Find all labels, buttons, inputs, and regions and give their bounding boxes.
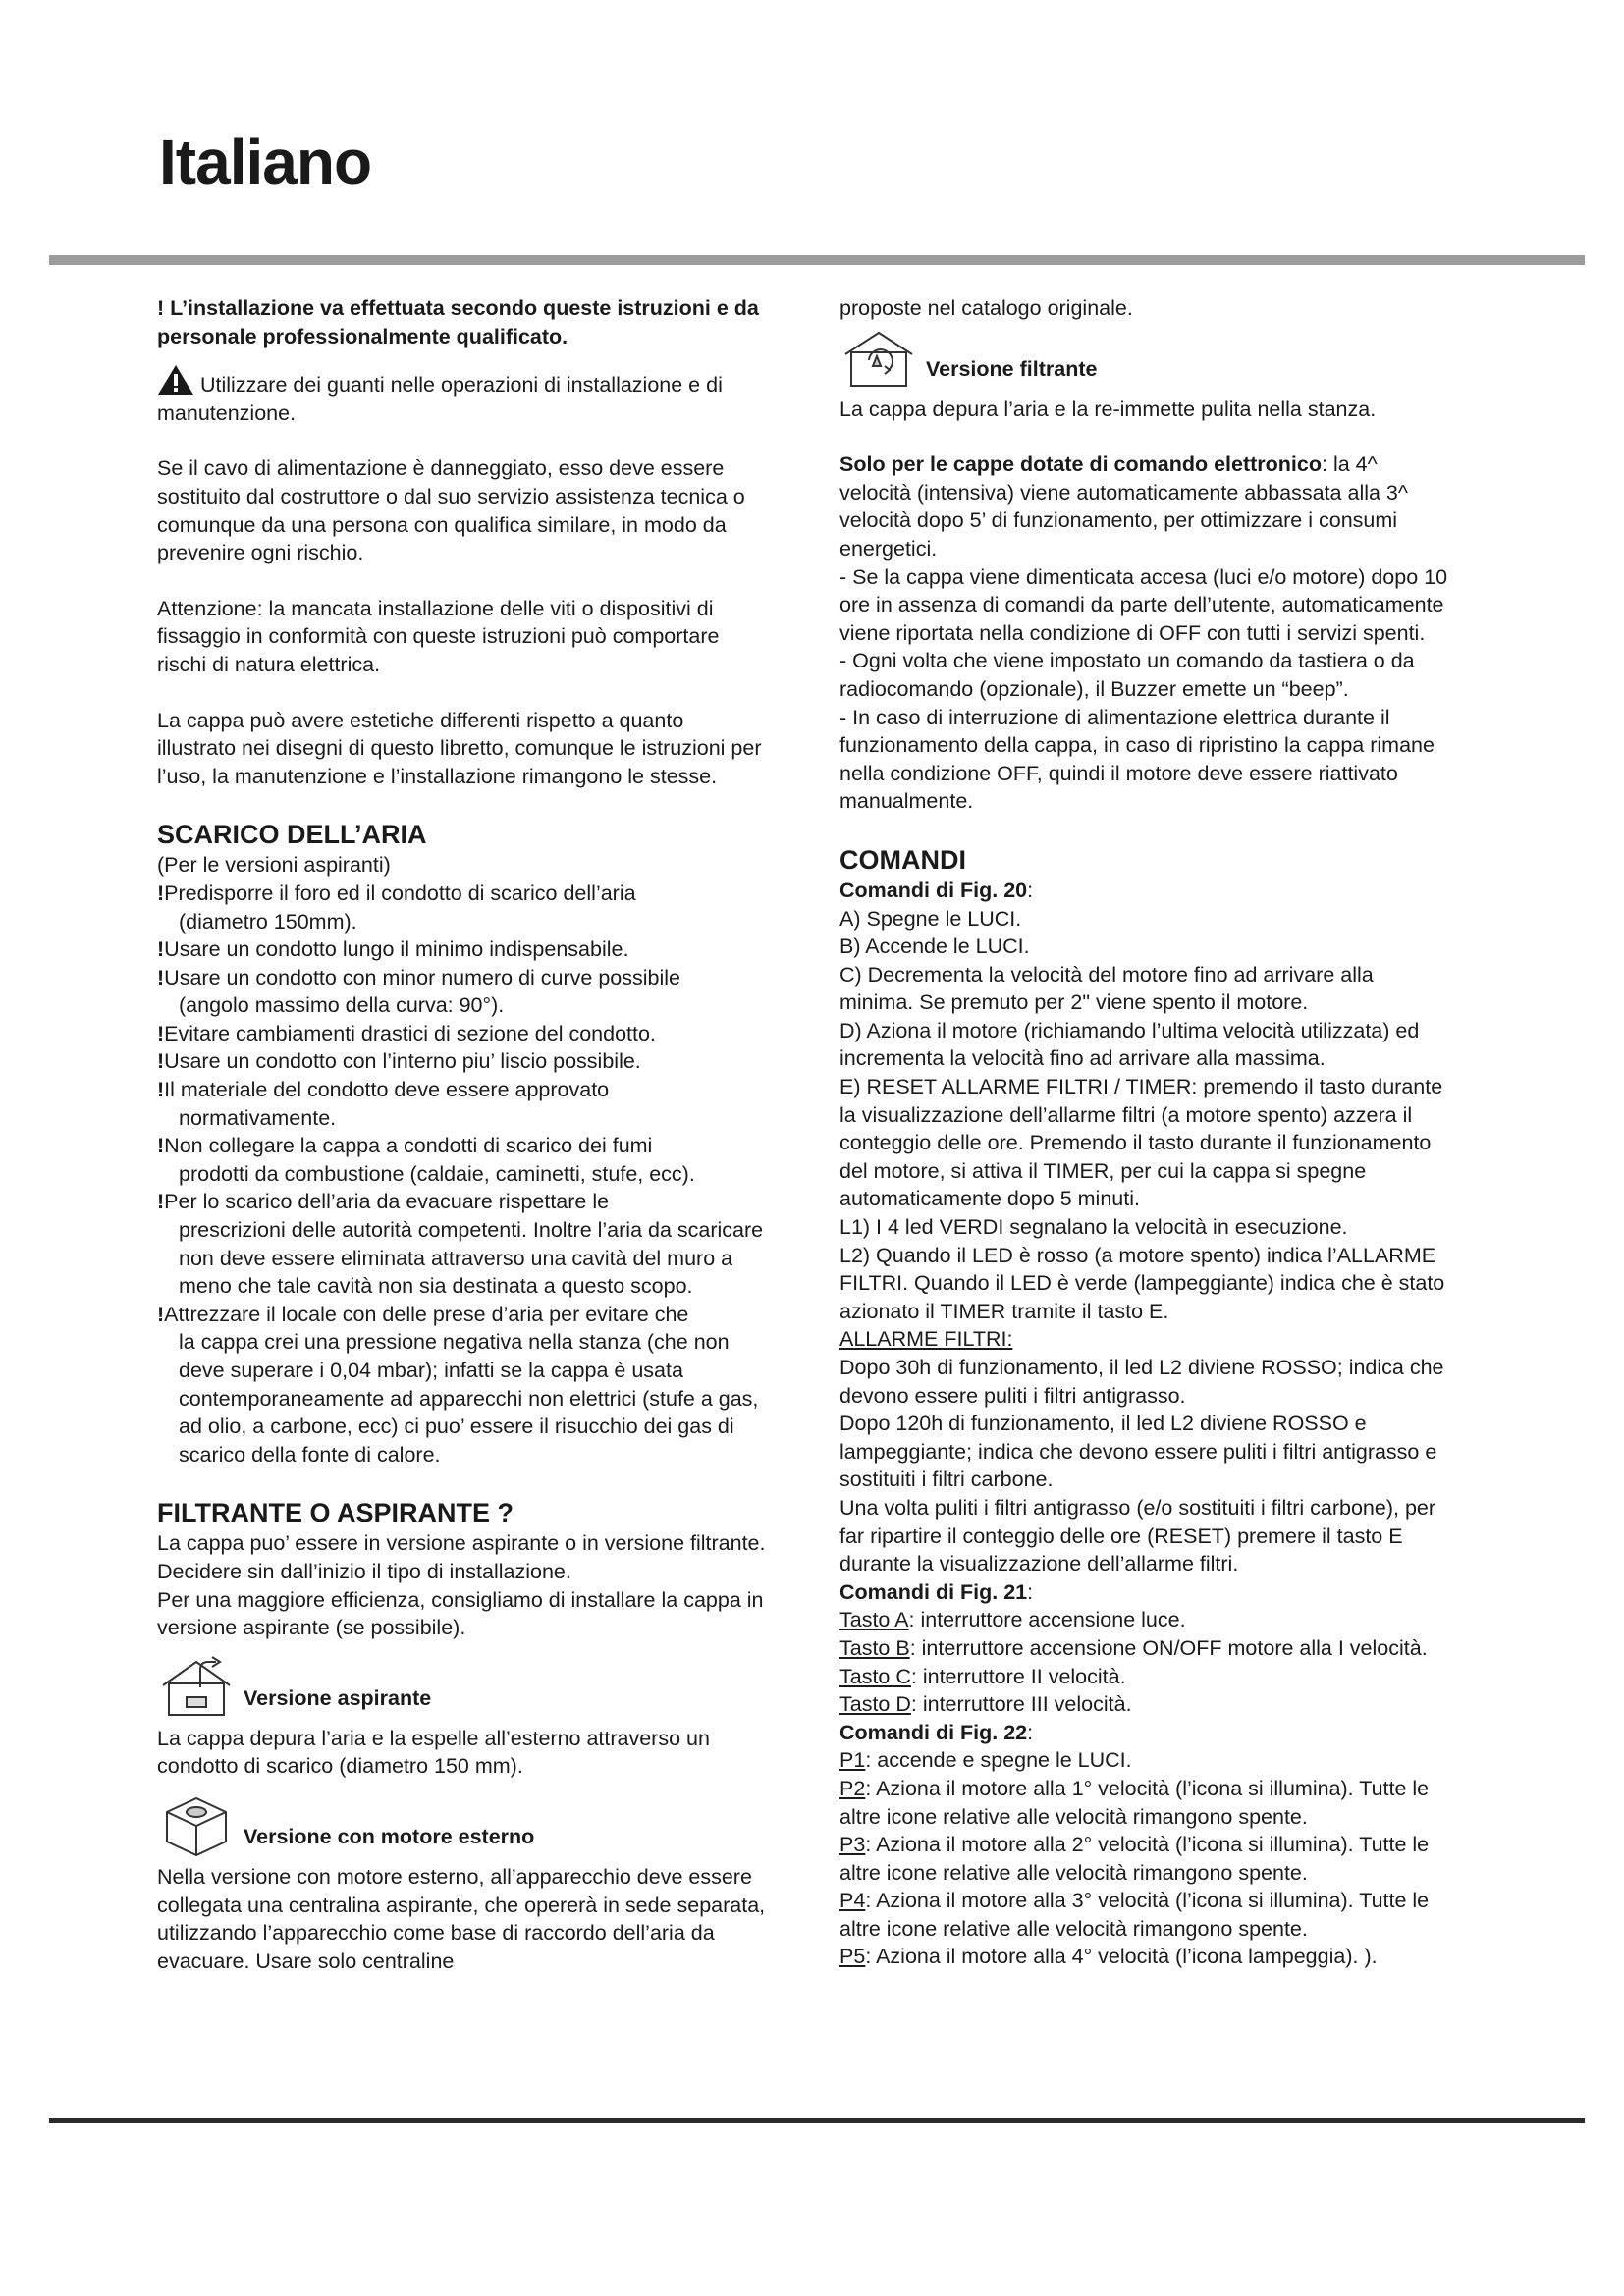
aspirante-text: La cappa depura l’aria e la espelle all’esterno attraverso un condotto di scarico (diametro 150 mm). [157, 1726, 710, 1779]
motore-text: Nella versione con motore esterno, all’apparecchio deve essere collegata una centralina aspirante, che opererà in sede separata, utilizzando l’apparecchio come base di raccordo dell’aria da evacuare. Usare solo centraline [157, 1864, 766, 1973]
exclamation-icon: ! [157, 965, 165, 989]
allarme-list-item: Dopo 30h di funzionamento, il led L2 diviene ROSSO; indica che devono essere puliti i filtri antigrasso. [839, 1356, 1444, 1408]
fig22-list-item [839, 1943, 1448, 1971]
control-description: : Aziona il motore alla 2° velocità (l’icona si illumina). Tutte le altre icone relative alle velocità rimangono spente. [839, 1833, 1430, 1885]
filtrante-label: Versione filtrante [926, 357, 1098, 381]
scarico-item-text: Il materiale del condotto deve essere approvato normativamente. [164, 1078, 610, 1130]
control-key: P3 [839, 1833, 866, 1857]
right-column [839, 294, 1448, 1971]
motore-header [157, 1792, 766, 1857]
allarme-list-item: Una volta puliti i filtri antigrasso (e/o sostituiti i filtri carbone), per far ripartire il conteggio delle ore (RESET) premere il tasto E durante la visualizzazione dell’allarme filtri. [839, 1495, 1436, 1576]
interruzione-note: - In caso di interruzione di alimentazione elettrica durante il funzionamento della cappa, in caso di ripristino la cappa rimane nella condizione OFF, quindi il motore deve essere riattivato manualmente. [839, 705, 1435, 814]
allarme-list-item: Dopo 120h di funzionamento, il led L2 diviene ROSSO e lampeggiante; indica che devono essere puliti i filtri antigrasso e sostituiti i filtri carbone. [839, 1412, 1437, 1492]
external-motor-icon [157, 1792, 236, 1857]
scarico-list-item [157, 935, 766, 964]
scarico-item-continuation: (diametro 150mm). [179, 909, 357, 934]
beep-note: - Ogni volta che viene impostato un comando da tastiera o da radiocomando (opzionale), il Buzzer emette un “beep”. [839, 649, 1415, 701]
fig20-list-item: E) RESET ALLARME FILTRI / TIMER: premendo il tasto durante la visualizzazione dell’allarme filtri (a motore spento) azzera il conteggio delle ore. Premendo il tasto durante il funzionamento del motore, si attiva il TIMER, per cui la cappa si spegne automaticamente dopo 5 minuti. [839, 1075, 1443, 1211]
fig22-list-item [839, 1887, 1448, 1943]
aspirante-label: Versione aspirante [244, 1686, 432, 1711]
scarico-item-continuation: la cappa crei una pressione negativa nella stanza (che non deve superare i 0,04 mbar); infatti se la cappa è usata contemporaneamente ad apparecchi non elettrici (stufe a gas, ad olio, a carbone, ecc) ci puo’ essere il risucchio dei gas di scarico della fonte di calore. [179, 1330, 759, 1467]
exclamation-icon: ! [157, 1190, 165, 1214]
page-title: Italiano [159, 127, 372, 197]
electrical-warning: Attenzione: la mancata installazione delle viti o dispositivi di fissaggio in conformità con queste istruzioni può comportare rischi di natura elettrica. [157, 596, 720, 676]
scarico-item-text: Non collegare la cappa a condotti di scarico dei fumi [164, 1134, 653, 1158]
control-description: : interruttore accensione ON/OFF motore alla I velocità. [909, 1635, 1428, 1660]
scarico-item-text: Evitare cambiamenti drastici di sezione del condotto. [164, 1021, 656, 1045]
fig20-list-item: B) Accende le LUCI. [839, 934, 1030, 959]
comandi-heading: COMANDI [839, 844, 966, 875]
left-column [157, 294, 766, 1975]
scarico-list-item [157, 1047, 766, 1076]
gloves-note: Utilizzare dei guanti nelle operazioni di installazione e di manutenzione. [157, 364, 766, 427]
cable-note: Se il cavo di alimentazione è danneggiato, esso deve essere sostituito dal costruttore o dal suo servizio assistenza tecnica o comunque da una persona con qualifica similare, in modo da prevenire ogni rischio. [157, 456, 745, 565]
motore-label: Versione con motore esterno [244, 1825, 535, 1849]
control-key: Tasto B [839, 1635, 910, 1660]
fig21-list-item [839, 1663, 1448, 1691]
control-key: P2 [839, 1776, 866, 1800]
exclamation-icon: ! [157, 1078, 165, 1102]
filtrante-header [839, 327, 1448, 390]
scarico-list-item [157, 1132, 766, 1188]
control-description: : interruttore accensione luce. [908, 1608, 1186, 1632]
recirculating-house-icon [839, 327, 918, 390]
fig21-list-item [839, 1634, 1448, 1663]
control-key: Tasto A [839, 1608, 909, 1632]
fig21-list-item [839, 1606, 1448, 1634]
scarico-item-continuation: prescrizioni delle autorità competenti. Inoltre l’aria da scaricare non deve essere eliminata attraverso una cavità del muro a meno che tale cavità non sia destinata a questo scopo. [179, 1218, 764, 1299]
scarico-list-item [157, 1301, 766, 1469]
scarico-heading: SCARICO DELL’ARIA [157, 820, 427, 850]
scarico-list-item [157, 1188, 766, 1300]
control-key: Tasto D [839, 1692, 911, 1717]
fig21-list-item [839, 1690, 1448, 1719]
filtrante-paragraph-1: La cappa puo’ essere in versione aspirante o in versione filtrante. [157, 1531, 766, 1556]
fig20-list-item: C) Decrementa la velocità del motore fino ad arrivare alla minima. Se premuto per 2" viene spento il motore. [839, 962, 1374, 1015]
dimenticata-note: - Se la cappa viene dimenticata accesa (luci e/o motore) dopo 10 ore in assenza di comandi da parte dell’utente, automaticamente viene riportata nella condizione di OFF con tutti i servizi spenti. [839, 564, 1448, 645]
control-key: Tasto C [839, 1664, 911, 1688]
scarico-item-text: Predisporre il foro ed il condotto di scarico dell’aria [164, 881, 636, 905]
control-key: P1 [839, 1748, 866, 1773]
bottom-divider [49, 2118, 1585, 2123]
electronic-control-note: Solo per le cappe dotate di comando elettronico: la 4^ velocità (intensiva) viene automaticamente abbassata alla 3^ velocità dopo 5’ di funzionamento, per ottimizzare i consumi energetici. [839, 453, 1408, 561]
fig22-list-item [839, 1746, 1448, 1775]
control-key: P4 [839, 1889, 866, 1913]
exclamation-icon: ! [157, 1049, 165, 1074]
scarico-list [157, 880, 766, 1468]
fig20-list [839, 905, 1448, 1326]
control-description: : Aziona il motore alla 4° velocità (l’icona lampeggia). ). [865, 1945, 1378, 1969]
fig22-list [839, 1746, 1448, 1971]
fig20-list-item: L1) I 4 led VERDI segnalano la velocità in esecuzione. [839, 1215, 1348, 1240]
allarme-list [839, 1354, 1448, 1578]
exclamation-icon: ! [157, 1302, 165, 1326]
ducted-house-icon [157, 1654, 236, 1719]
scarico-item-text: Attrezzare il locale con delle prese d’aria per evitare che [164, 1302, 689, 1326]
exclamation-icon: ! [157, 881, 165, 905]
scarico-item-text: Usare un condotto lungo il minimo indispensabile. [164, 937, 629, 962]
scarico-item-text: Usare un condotto con l’interno piu’ liscio possibile. [164, 1049, 641, 1074]
exclamation-icon: ! [157, 1021, 165, 1045]
aesthetics-note: La cappa può avere estetiche differenti rispetto a quanto illustrato nei disegni di questo libretto, comunque le istruzioni per l’uso, la manutenzione e l’installazione rimangono le stesse. [157, 708, 762, 788]
fig21-label: Comandi di Fig. 21: [839, 1579, 1034, 1604]
fig22-list-item [839, 1831, 1448, 1887]
fig21-list [839, 1606, 1448, 1718]
scarico-list-item [157, 1020, 766, 1048]
scarico-item-continuation: prodotti da combustione (caldaie, caminetti, stufe, ecc). [179, 1161, 695, 1186]
control-description: : Aziona il motore alla 3° velocità (l’icona si illumina). Tutte le altre icone relative alle velocità rimangono spente. [839, 1889, 1430, 1941]
intro-warning: ! L’installazione va effettuata secondo queste istruzioni e da personale professionalmente qualificato. [157, 296, 759, 348]
filtrante-text: La cappa depura l’aria e la re-immette pulita nella stanza. [839, 397, 1377, 421]
warning-triangle-icon [157, 364, 194, 396]
scarico-subtitle: (Per le versioni aspiranti) [157, 853, 391, 878]
filtrante-paragraph-3: Per una maggiore efficienza, consigliamo di installare la cappa in versione aspirante (se possibile). [157, 1587, 764, 1640]
fig20-label: Comandi di Fig. 20: [839, 878, 1034, 902]
exclamation-icon: ! [157, 1134, 165, 1158]
fig20-list-item: D) Aziona il motore (richiamando l’ultima velocità utilizzata) ed incrementa la velocità fino ad arrivare alla massima. [839, 1018, 1420, 1071]
scarico-list-item [157, 964, 766, 1020]
scarico-list-item [157, 1076, 766, 1132]
top-divider [49, 255, 1585, 265]
fig22-label: Comandi di Fig. 22: [839, 1720, 1034, 1744]
control-key: P5 [839, 1945, 866, 1969]
control-description: : accende e spegne le LUCI. [865, 1748, 1132, 1773]
control-description: : interruttore III velocità. [910, 1692, 1132, 1717]
fig20-list-item: A) Spegne le LUCI. [839, 906, 1022, 931]
fig20-list-item: L2) Quando il LED è rosso (a motore spento) indica l’ALLARME FILTRI. Quando il LED è verde (lampeggiante) indica che è stato azionato il TIMER tramite il tasto E. [839, 1243, 1445, 1323]
allarme-filtri-label: ALLARME FILTRI: [839, 1327, 1013, 1352]
fig22-list-item [839, 1775, 1448, 1831]
catalog-continuation: proposte nel catalogo originale. [839, 296, 1133, 320]
filtrante-heading: FILTRANTE O ASPIRANTE ? [157, 1498, 514, 1528]
scarico-item-text: Per lo scarico dell’aria da evacuare rispettare le [164, 1190, 610, 1214]
scarico-item-text: Usare un condotto con minor numero di curve possibile [164, 965, 680, 989]
exclamation-icon: ! [157, 937, 165, 962]
aspirante-header [157, 1654, 766, 1719]
filtrante-paragraph-2: Decidere sin dall’inizio il tipo di installazione. [157, 1559, 571, 1583]
control-description: : interruttore II velocità. [910, 1664, 1126, 1688]
control-description: : Aziona il motore alla 1° velocità (l’icona si illumina). Tutte le altre icone relative alle velocità rimangono spente. [839, 1776, 1430, 1829]
scarico-item-continuation: (angolo massimo della curva: 90°). [179, 993, 505, 1018]
scarico-list-item [157, 880, 766, 935]
